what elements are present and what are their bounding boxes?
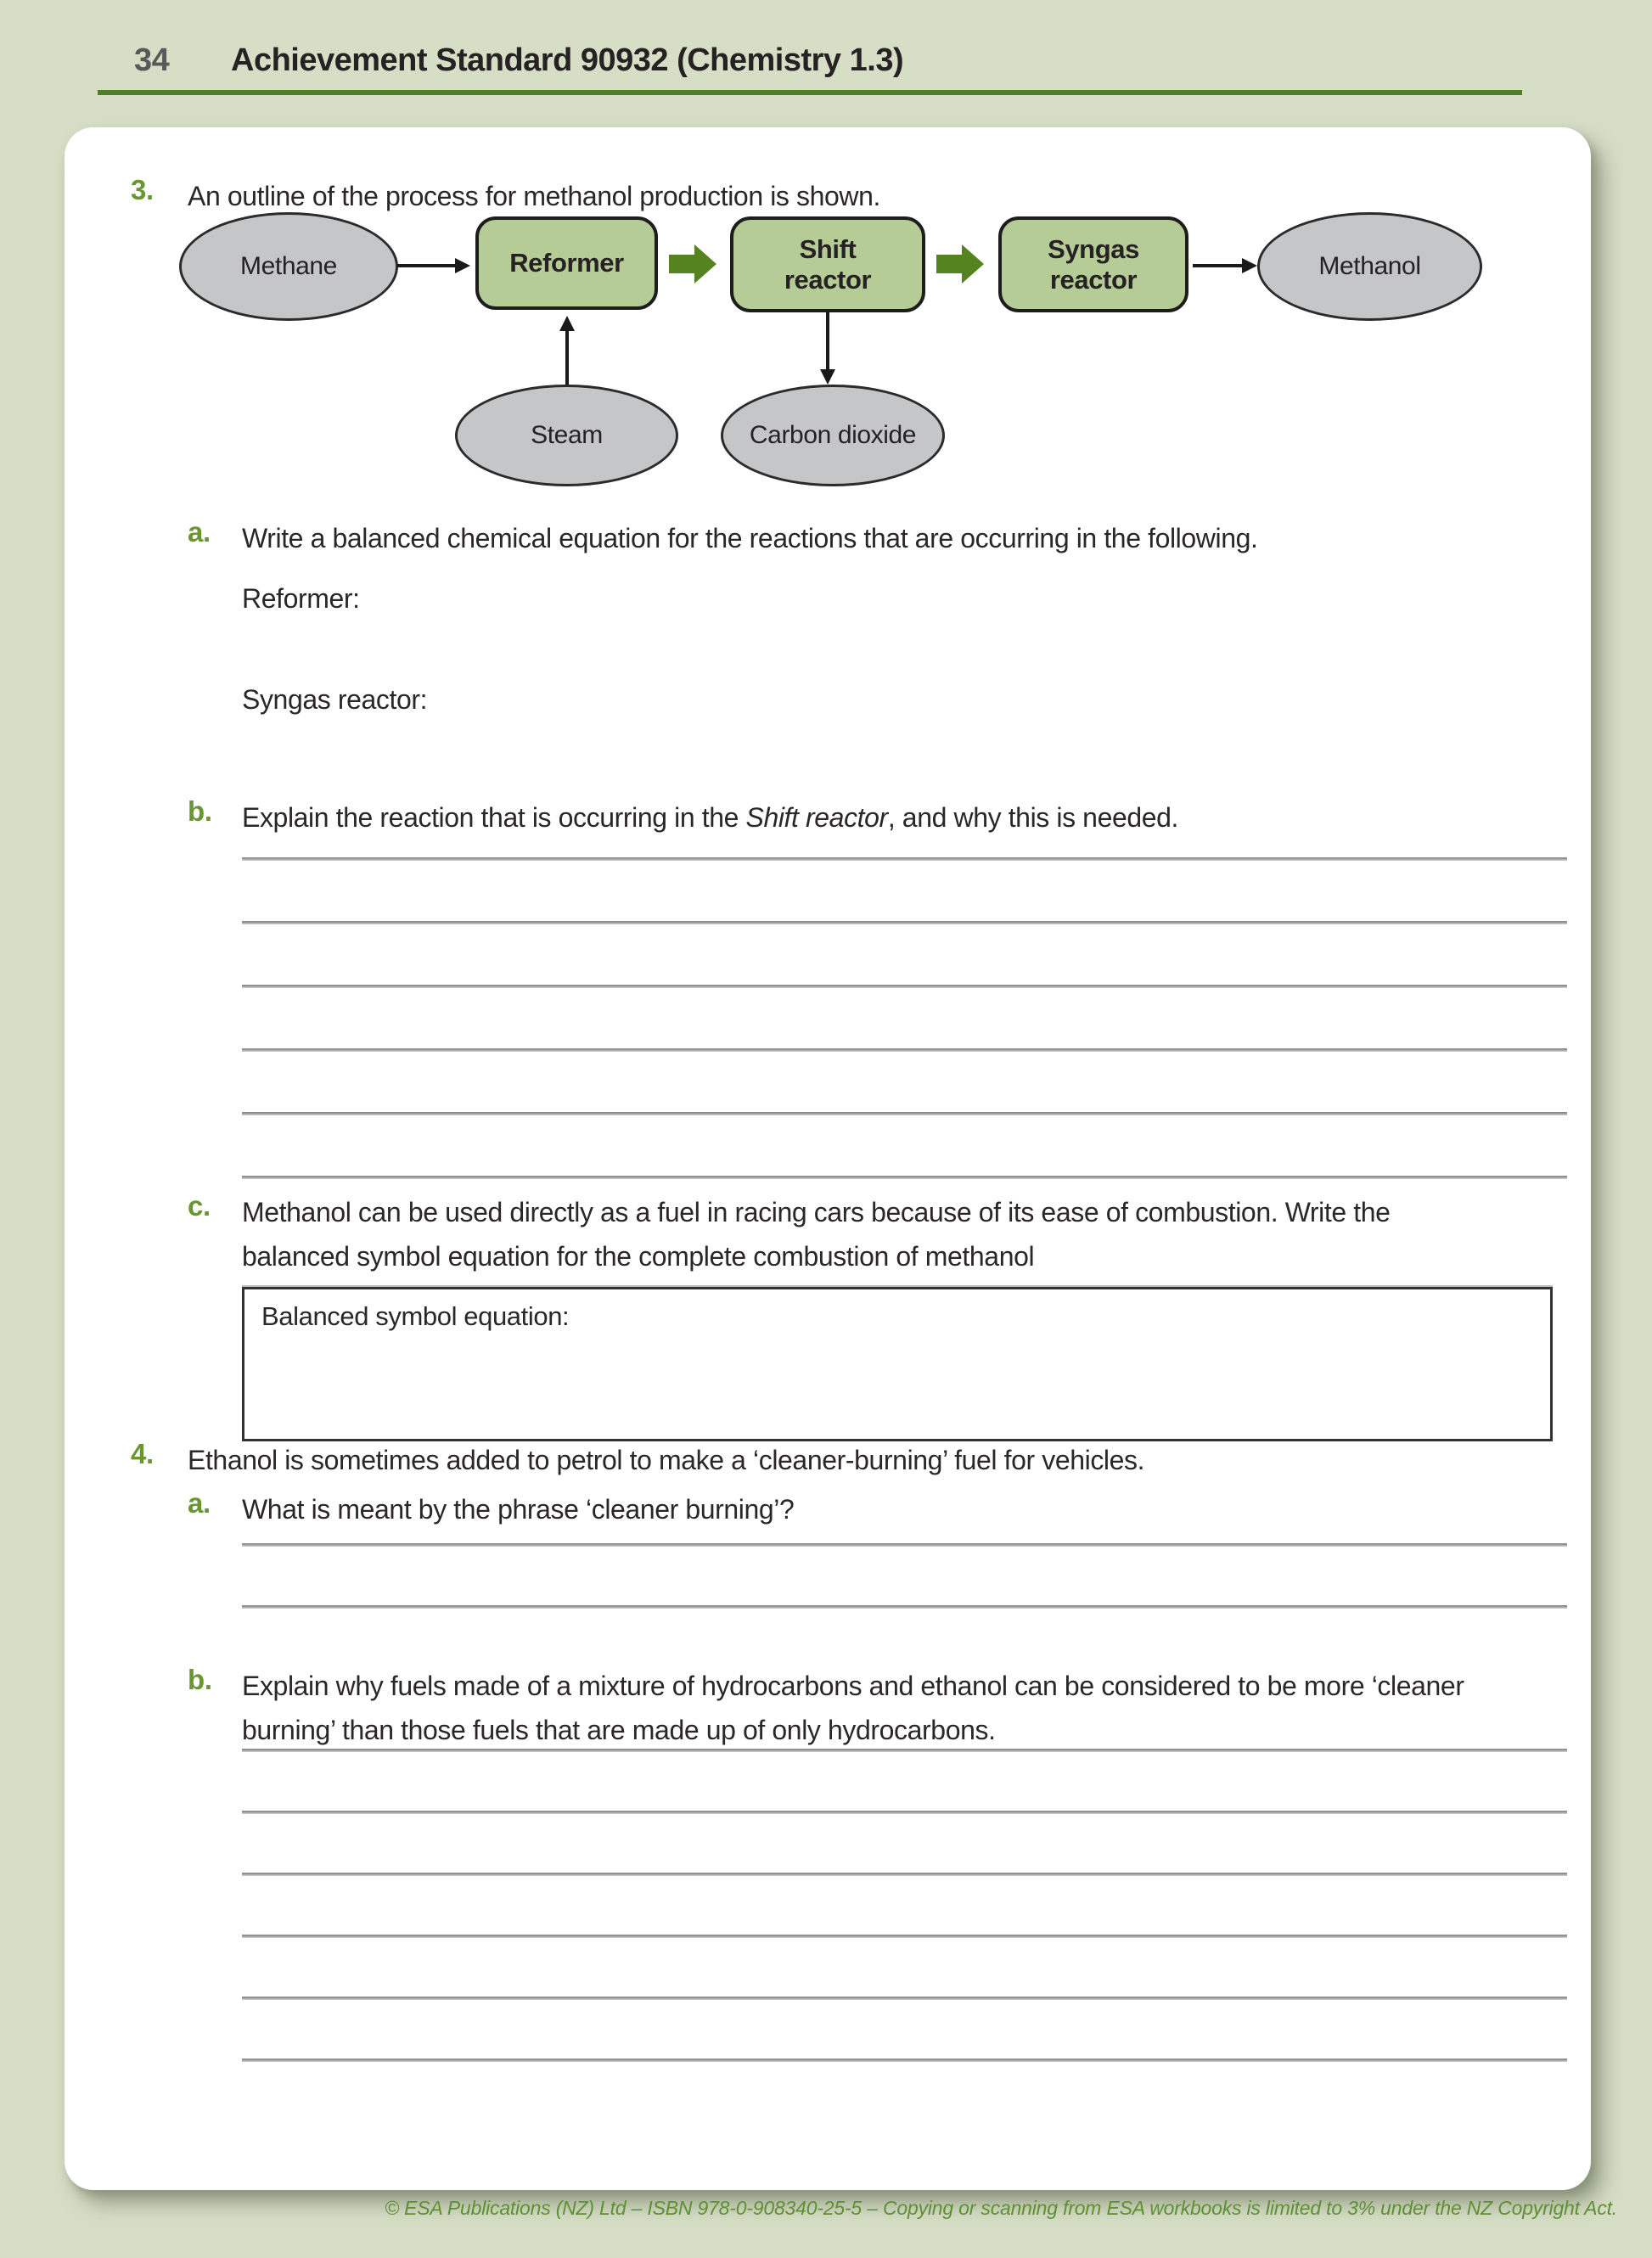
q4a-text: What is meant by the phrase ‘cleaner burning’? [242,1494,795,1525]
diagram-node-methanol [1257,212,1482,321]
q3b-text: Explain the reaction that is occurring in the Shift reactor, and why this is needed. [242,802,1179,833]
q3b-label: b. [188,795,212,827]
answer-line [242,921,1567,924]
answer-line [242,1935,1567,1938]
arrow-steam-to-reformer [559,316,575,385]
q3c-label: c. [188,1190,211,1222]
diagram-node-shift-reactor [730,216,925,312]
arrow-reformer-to-shift [669,244,716,284]
node-label-reformer: Reformer [509,248,624,278]
q3a-text: Write a balanced chemical equation for the reactions that are occurring in the following. [242,523,1258,553]
diagram-node-methane [179,212,398,321]
q3-text: An outline of the process for methanol production is shown. [188,181,880,211]
answer-box-label: Balanced symbol equation: [261,1301,570,1331]
q4a-label: a. [188,1487,211,1519]
answer-line [242,1543,1567,1547]
diagram-node-steam [455,385,678,486]
footer-copyright: © ESA Publications (NZ) Ltd – ISBN 978-0-908340-25-5 – Copying or scanning from ESA workbooks is limited to 3% under the NZ Copyright Act. [385,2197,1617,2219]
diagram-node-carbon-dioxide [721,385,945,486]
q3c-text: Methanol can be used directly as a fuel in racing cars because of its ease of combustion. Write the balanced symbol equation for the complete combustion of methanol [242,1197,1391,1272]
answer-line [242,1749,1567,1752]
q4-text: Ethanol is sometimes added to petrol to make a ‘cleaner-burning’ fuel for vehicles. [188,1445,1145,1475]
answer-line [242,1605,1567,1609]
answer-line [242,857,1567,861]
q3a-prompt-reformer: Reformer: [242,583,360,614]
node-label-carbon-dioxide: Carbon dioxide [749,421,917,449]
answer-box [242,1287,1553,1441]
q4b-text: Explain why fuels made of a mixture of hydrocarbons and ethanol can be considered to be more ‘cleaner burning’ than those fuels that are made up of only hydrocarbons. [242,1671,1464,1745]
answer-line [242,985,1567,988]
answer-line [242,1176,1567,1179]
answer-line [242,1873,1567,1876]
q3a-prompt-syngas: Syngas reactor: [242,684,428,715]
node-label-methanol: Methanol [1318,252,1421,280]
node-label-shift-reactor: Shift reactor [784,233,872,295]
answer-line [242,1048,1567,1052]
q3a-label: a. [188,516,211,548]
q4b-label: b. [188,1664,212,1695]
answer-line [242,1997,1567,2000]
node-label-methane: Methane [240,252,337,280]
node-label-steam: Steam [531,421,603,449]
arrow-shift-to-carbon-dioxide [820,312,835,385]
q4-number: 4. [131,1438,154,1469]
answer-line [242,1112,1567,1115]
arrow-shift-to-syngas [936,244,984,284]
arrow-methane-to-reformer [397,258,470,273]
answer-line [242,2059,1567,2062]
content-card [65,127,1591,2190]
header-rule [98,90,1522,95]
diagram-node-syngas-reactor [998,216,1188,312]
arrow-syngas-to-methanol [1193,258,1257,273]
page-number: 34 [134,42,170,78]
diagram-node-reformer [475,216,658,310]
q3-number: 3. [131,174,154,205]
node-label-syngas-reactor: Syngas reactor [1048,233,1139,295]
answer-line [242,1811,1567,1814]
page-title: Achievement Standard 90932 (Chemistry 1.3) [231,42,904,78]
